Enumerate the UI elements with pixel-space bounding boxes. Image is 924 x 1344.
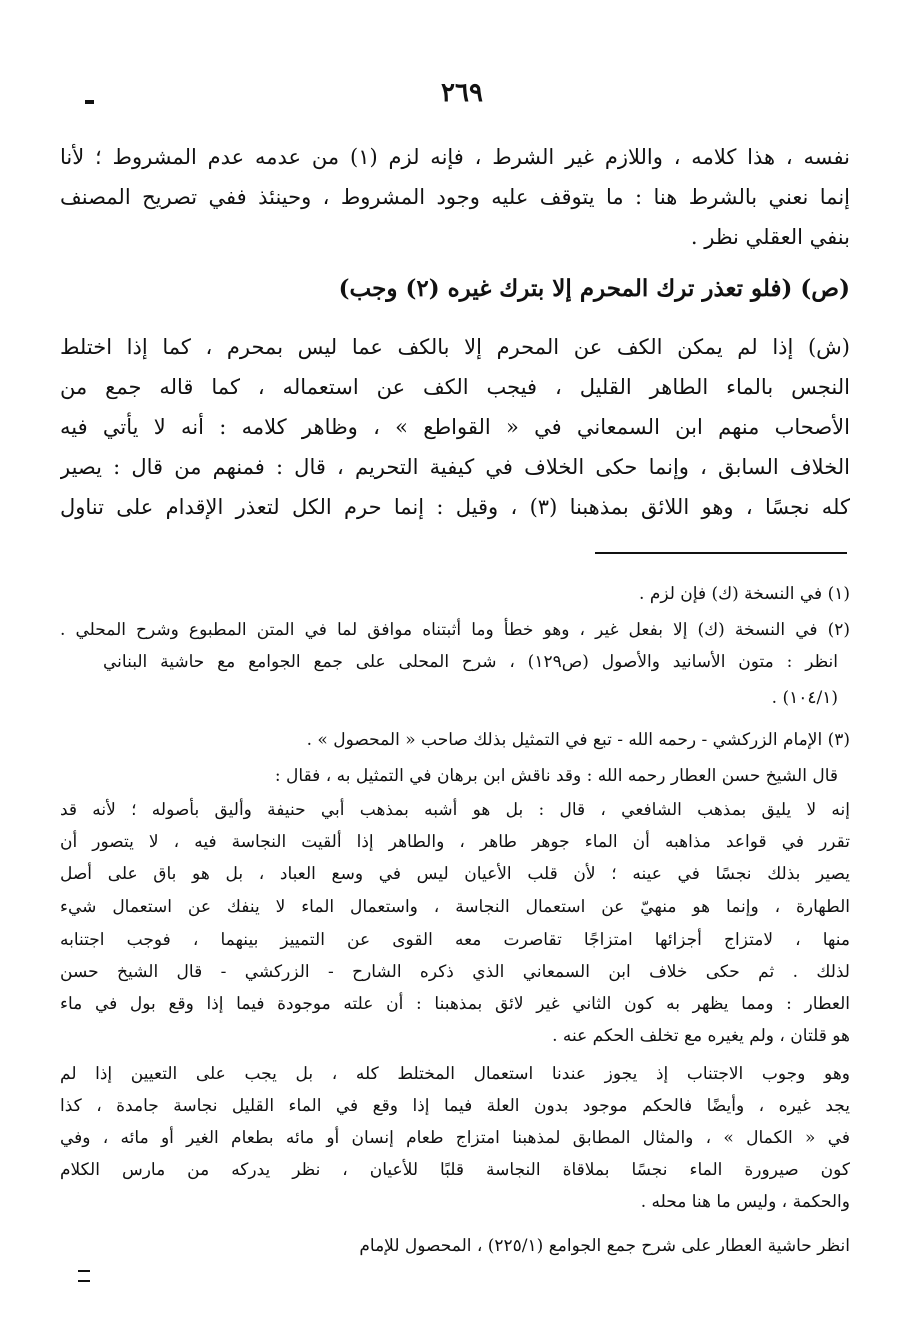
footnote-line: قال الشيخ حسن العطار رحمه الله : وقد ناقش ابن برهان في التمثيل به ، فقال : <box>274 766 838 786</box>
footnote-line: (١) في النسخة (ك) فإن لزم . <box>639 584 850 604</box>
footnote-line: يصير بذلك نجسًا في عينه ؛ لأن قلب الأعيان ليس في وسع العباد ، بل هو باق على أصل <box>60 864 850 884</box>
commentary-line: النجس بالماء الطاهر القليل ، فيجب الكف عن استعماله ، كما قاله جمع من <box>60 375 850 399</box>
footnote-line: في « الكمال » ، والمثال المطابق لمذهبنا امتزاج طعام إنسان أو مائه بطعام الغير أو مائه ، وفي <box>60 1128 850 1148</box>
footnote-line: وهو وجوب الاجتناب إذ يجوز عندنا استعمال المختلط كله ، بل يجب على التعيين إذا لم <box>60 1064 850 1084</box>
footnote-line: يجد غيره ، وأيضًا فالحكم موجود بدون العلة فيما إذا وقع في الماء القليل نجاسة جامدة ، كذا <box>60 1096 850 1116</box>
footnote-line: تقرر في قواعد مذاهبه أن الماء جوهر طاهر ، والطاهر إذا ألقيت النجاسة فيه ، لا يتصور أن <box>60 832 850 852</box>
main-line: إنما نعني بالشرط هنا : ما يتوقف عليه وجود المشروط ، وحينئذ ففي تصريح المصنف <box>60 185 850 209</box>
footnote-line: انظر : متون الأسانيد والأصول (ص١٢٩) ، شرح المحلى على جمع الجوامع مع حاشية البناني <box>103 652 838 672</box>
commentary-line: (ش) إذا لم يمكن الكف عن المحرم إلا بالكف عما ليس بمحرم ، كما إذا اختلط <box>60 335 850 359</box>
continuation-mark <box>78 1270 90 1282</box>
footnote-line: (٣) الإمام الزركشي - رحمه الله - تبع في التمثيل بذلك صاحب « المحصول » . <box>306 730 850 750</box>
footnote-line: العطار : ومما يظهر به كون الثاني غير لائق بمذهبنا : أن علته موجودة فيما إذا وقع بول في ماء <box>60 994 850 1014</box>
footnote-line: الطهارة ، وإنما هو منهيّ عن استعمال النجاسة ، واستعمال الماء لا ينفك عن استعمال شيء <box>60 897 850 917</box>
page-number: ٢٦٩ <box>441 78 483 108</box>
footnote-line: منها ، لامتزاج أجزائها امتزاجًا تقاصرت معه القوى عن التمييز بينهما ، فوجب اجتنابه <box>60 930 850 950</box>
footnote-line: هو قلتان ، ولم يغيره مع تخلف الحكم عنه . <box>552 1026 850 1046</box>
footnote-line: (٢) في النسخة (ك) إلا بفعل غير ، وهو خطأ وما أثبتناه موافق لما في المتن المطبوع وشرح المحلي . <box>60 620 850 640</box>
main-line: بنفي العقلي نظر . <box>690 225 850 249</box>
commentary-line: الأصحاب منهم ابن السمعاني في « القواطع » ، وظاهر كلامه : أنه لا يأتي فيه <box>60 415 850 439</box>
footnote-line: إنه لا يليق بمذهب الشافعي ، قال : بل هو أشبه بمذهب أبي حنيفة وأليق بأصوله ؛ لأنه قد <box>60 800 850 820</box>
commentary-line: كله نجسًا ، وهو اللائق بمذهبنا (٣) ، وقيل : إنما حرم الكل لتعذر الإقدام على تناول <box>60 495 850 519</box>
footnote-line: انظر حاشية العطار على شرح جمع الجوامع (٢٢٥/١) ، المحصول للإمام <box>359 1236 850 1256</box>
page-mark <box>85 100 94 104</box>
footnote-separator <box>595 552 847 554</box>
main-line: نفسه ، هذا كلامه ، واللازم غير الشرط ، فإنه لزم (١) من عدمه عدم المشروط ؛ لأنا <box>60 145 850 169</box>
footnote-line: كون صيرورة الماء نجسًا بملاقاة النجاسة قلبًا للأعيان ، نظر يدركه من مارس الكلام <box>60 1160 850 1180</box>
footnote-line: لذلك . ثم حكى خلاف ابن السمعاني الذي ذكره الشارح - الزركشي - قال الشيخ حسن <box>60 962 850 982</box>
footnote-line: (١٠٤/١) . <box>771 688 838 708</box>
section-heading: (ص) (فلو تعذر ترك المحرم إلا بترك غيره (٢) وجب) <box>338 275 850 302</box>
footnote-line: والحكمة ، وليس ما هنا محله . <box>640 1192 850 1212</box>
commentary-line: الخلاف السابق ، وإنما حكى الخلاف في كيفية التحريم ، قال : فمنهم من قال : يصير <box>60 455 850 479</box>
